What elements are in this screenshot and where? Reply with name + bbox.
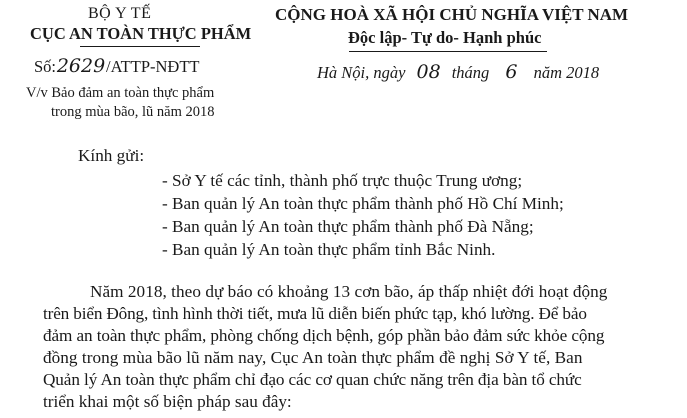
date-month-handwritten: 6 (505, 61, 518, 83)
motto: Độc lập- Tự do- Hạnh phúc (348, 28, 542, 47)
body-line-2: trên biển Đông, tình hình thời tiết, mưa lũ diễn biến phức tạp, khó lường. Để bảo (43, 304, 587, 323)
doc-number-prefix: Số: (34, 57, 57, 76)
date-day-handwritten: 08 (416, 61, 441, 83)
recipient-3: - Ban quản lý An toàn thực phẩm thành phố Đà Nẵng; (162, 217, 534, 236)
date-year: năm 2018 (533, 63, 600, 82)
date-month-label: tháng (451, 63, 490, 82)
ministry-name: BỘ Y TẾ (88, 5, 152, 22)
motto-underline (349, 51, 547, 52)
date-place: Hà Nội, ngày (317, 63, 406, 82)
date-line (317, 61, 599, 83)
subject-line-1: V/v Bảo đảm an toàn thực phẩm (26, 85, 215, 101)
document-number (34, 55, 200, 77)
recipient-2: - Ban quản lý An toàn thực phẩm thành phố Hồ Chí Minh; (162, 194, 564, 213)
recipient-4: - Ban quản lý An toàn thực phẩm tỉnh Bắc Ninh. (162, 240, 496, 259)
body-line-6: triển khai một số biện pháp sau đây: (43, 392, 292, 411)
nation-title: CỘNG HOÀ XÃ HỘI CHỦ NGHĨA VIỆT NAM (275, 5, 629, 24)
doc-number-suffix: /ATTP-NĐTT (106, 57, 200, 76)
agency-underline (80, 46, 200, 47)
greeting: Kính gửi: (78, 146, 145, 165)
body-line-5: Quản lý An toàn thực phẩm chỉ đạo các cơ quan chức năng trên địa bàn tổ chức (43, 370, 582, 389)
body-line-4: đồng trong mùa bão lũ năm nay, Cục An toàn thực phẩm đề nghị Sở Y tế, Ban (43, 348, 583, 367)
body-line-1: Năm 2018, theo dự báo có khoảng 13 cơn bão, áp thấp nhiệt đới hoạt động (90, 282, 608, 301)
body-line-3: đảm an toàn thực phẩm, phòng chống dịch bệnh, góp phần bảo đảm sức khỏe cộng (43, 326, 605, 345)
agency-name: CỤC AN TOÀN THỰC PHẨM (30, 24, 252, 43)
recipient-1: - Sở Y tế các tỉnh, thành phố trực thuộc Trung ương; (162, 171, 523, 190)
subject-line-2: trong mùa bão, lũ năm 2018 (51, 104, 215, 120)
doc-number-handwritten: 2629 (56, 55, 106, 77)
